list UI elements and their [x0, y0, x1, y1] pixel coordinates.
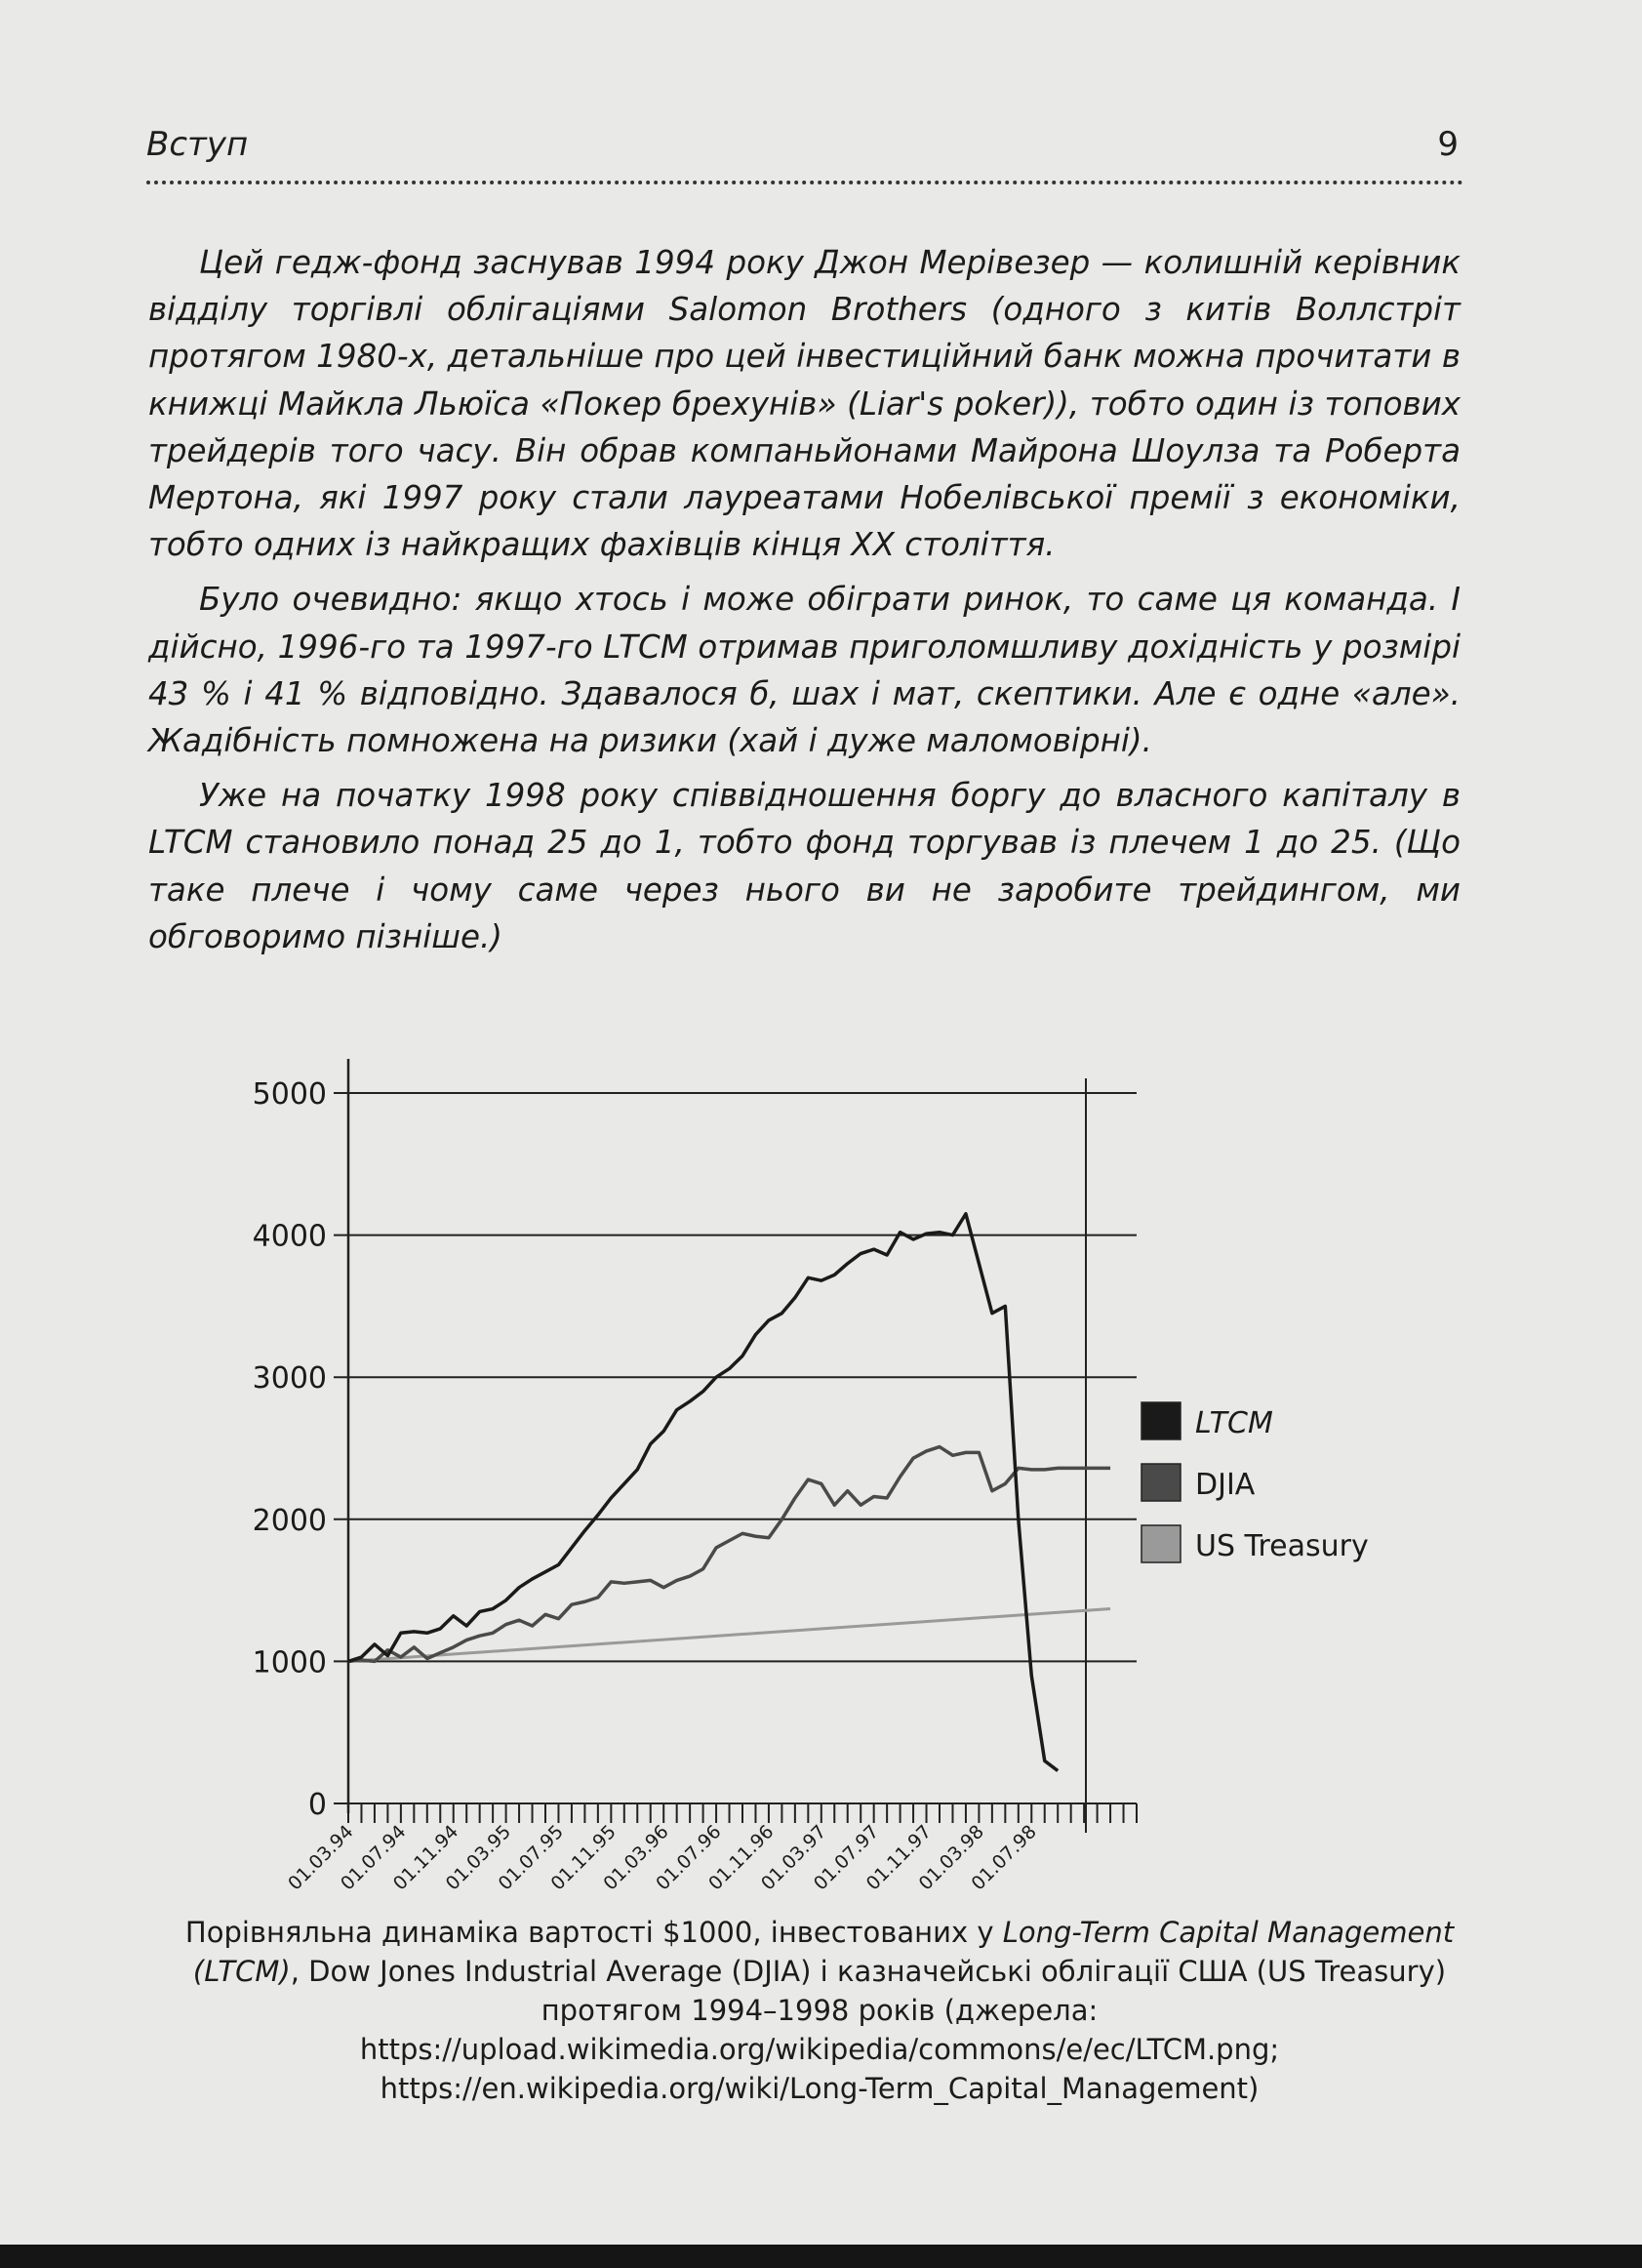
x-tick-label: 01.03.94	[284, 1820, 358, 1895]
x-tick-label: 01.11.95	[546, 1820, 621, 1895]
caption-italic: Long-Term Capital Management (LTCM)	[192, 1916, 1455, 1988]
y-tick-label: 3000	[252, 1361, 327, 1397]
y-tick-label: 5000	[252, 1077, 327, 1112]
figure-caption	[137, 1913, 1502, 2108]
series-line-ltcm	[348, 1214, 1058, 1771]
legend-swatch	[1141, 1525, 1181, 1562]
series-line-us-treasury	[348, 1609, 1110, 1662]
x-tick-label: 01.03.98	[914, 1820, 988, 1895]
legend-label: LTCM	[1195, 1406, 1273, 1440]
x-tick-label: 01.07.98	[967, 1820, 1041, 1895]
page-number: 9	[1437, 125, 1459, 164]
x-tick-label: 01.07.96	[652, 1820, 726, 1895]
scan-edge	[0, 2245, 1642, 2268]
series-line-djia	[348, 1447, 1110, 1662]
paragraph: Було очевидно: якщо хтось і може обіграти ринок, то саме ця команда. І дійсно, 1996-го та 1997-го LTCM отримав приголомшливу дохідність у розмірі 43 % і 41 % відповідно. Здавалося б, шах і мат, скептики. Але є одне «але». Жадібність помножена на ризики (хай і дуже маломовірні).	[148, 581, 1461, 760]
x-tick-label: 01.11.96	[704, 1820, 779, 1895]
x-tick-label: 01.03.97	[756, 1820, 831, 1895]
legend-label: US Treasury	[1195, 1529, 1369, 1563]
x-tick-label: 01.07.95	[494, 1820, 569, 1895]
y-tick-label: 2000	[252, 1503, 327, 1538]
y-tick-label: 4000	[252, 1219, 327, 1254]
x-tick-label: 01.07.97	[809, 1820, 884, 1895]
x-tick-label: 01.03.96	[599, 1820, 673, 1895]
paragraph: Цей гедж-фонд заснував 1994 року Джон Мерівезер — колишній керівник відділу торгівлі облігаціями Salomon Brothers (одного з китів Воллстріт протягом 1980-х, детальніше про цей інвестиційний банк можна прочитати в книжці Майкла Льюїса «Покер брехунів» (Liar's poker)), тобто один із топових трейдерів того часу. Він обрав компаньйонами Майрона Шоулза та Роберта Мертона, які 1997 року стали лауреатами Нобелівської премії з економіки, тобто одних із найкращих фахівців кінця ХХ століття.	[148, 244, 1461, 564]
x-tick-label: 01.11.94	[388, 1820, 463, 1895]
legend-label: DJIA	[1195, 1468, 1256, 1502]
y-tick-label: 1000	[252, 1645, 327, 1681]
caption-text: , Dow Jones Industrial Average (DJIA) і казначейські облігації США (US Treasury) протягом 1994–1998 років (джерела: https://upload.wikimedia.org/wikipedia/commons/e/ec/LTCM.png; https://en.wikipedia.org/wiki/Long-Term_Capital_Management)	[290, 1955, 1447, 2105]
legend-swatch	[1141, 1402, 1181, 1439]
x-tick-label: 01.11.97	[861, 1820, 937, 1895]
y-tick-label: 0	[307, 1788, 327, 1822]
x-tick-label: 01.03.95	[441, 1820, 516, 1895]
section-title: Вступ	[146, 125, 249, 164]
legend-swatch	[1141, 1464, 1181, 1501]
paragraph: Уже на початку 1998 року співвідношення боргу до власного капіталу в LTCM становило понад 25 до 1, тобто фонд торгував із плечем 1 до 25. (Що таке плече і чому саме через нього ви не заробите трейдингом, ми обговоримо пізніше.)	[148, 777, 1461, 955]
caption-text: Порівняльна динаміка вартості $1000, інвестованих у	[184, 1916, 1003, 1949]
x-tick-label: 01.07.94	[337, 1820, 411, 1895]
